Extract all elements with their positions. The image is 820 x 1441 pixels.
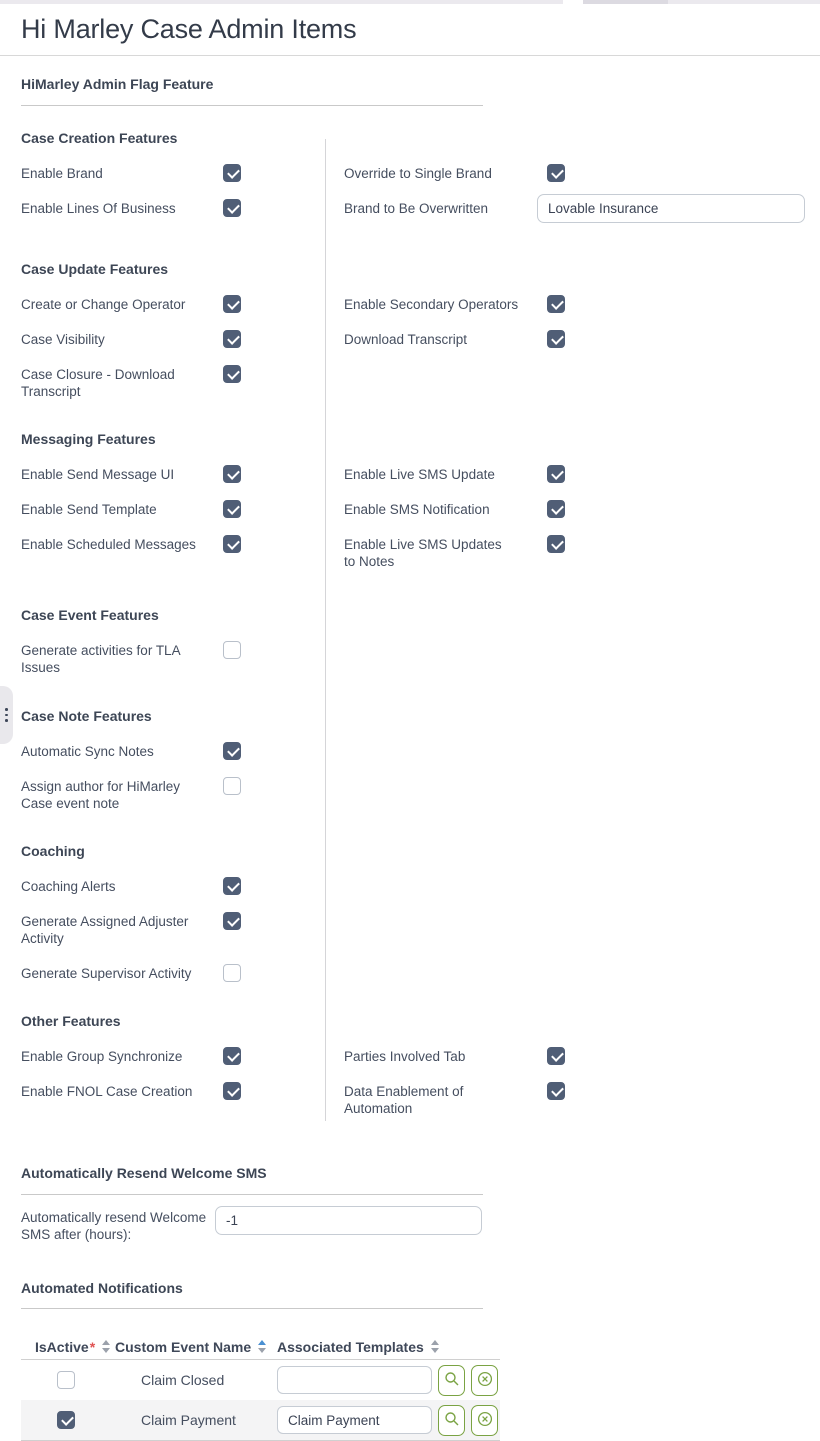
feature-row	[344, 466, 820, 483]
group-case-creation-features	[0, 130, 820, 241]
column-header-custom-event-name[interactable]	[115, 1339, 277, 1355]
column-label: IsActive	[35, 1338, 89, 1355]
feature-label: Coaching Alerts	[21, 879, 116, 894]
feature-groups	[0, 130, 820, 1135]
event-name-cell	[115, 1372, 277, 1388]
sort-icon[interactable]	[431, 1340, 439, 1353]
brand-to-be-overwritten-input[interactable]	[537, 194, 805, 223]
templates-cell	[277, 1405, 500, 1436]
checkbox-generate-supervisor-activity[interactable]	[223, 964, 241, 982]
group-coaching	[0, 843, 820, 1000]
feature-row	[21, 466, 325, 483]
checkbox-enable-group-synchronize[interactable]	[223, 1047, 241, 1065]
section-heading-automated-notifications: Automated Notifications	[21, 1280, 183, 1296]
feature-label: Assign author for HiMarley Case event note	[21, 779, 181, 811]
group-title: Other Features	[21, 1013, 121, 1029]
feature-row	[21, 778, 325, 812]
browser-chrome-gap	[563, 0, 583, 4]
resend-hours-input[interactable]	[215, 1206, 482, 1235]
column-header-associated-templates[interactable]	[277, 1339, 500, 1355]
feature-row	[21, 165, 325, 182]
browser-chrome-segment	[583, 0, 668, 4]
required-asterisk: *	[89, 1338, 96, 1355]
template-search-button[interactable]	[438, 1365, 465, 1396]
table-header-row	[21, 1334, 500, 1360]
checkbox-data-enablement-automation[interactable]	[547, 1082, 565, 1100]
feature-label: Enable FNOL Case Creation	[21, 1084, 193, 1099]
feature-row	[21, 331, 325, 348]
checkbox-override-to-single-brand[interactable]	[547, 164, 565, 182]
column-label: Custom Event Name	[115, 1338, 252, 1355]
event-name-cell	[115, 1412, 277, 1428]
feature-label: Case Visibility	[21, 332, 105, 347]
checkbox-enable-brand[interactable]	[223, 164, 241, 182]
page-title: Hi Marley Case Admin Items	[21, 14, 357, 44]
section-heading-resend-sms: Automatically Resend Welcome SMS	[21, 1165, 267, 1181]
feature-row	[21, 501, 325, 518]
feature-row	[21, 296, 325, 313]
template-search-button[interactable]	[438, 1405, 465, 1436]
checkbox-enable-live-sms-updates-to-notes[interactable]	[547, 535, 565, 553]
group-messaging-features	[0, 431, 820, 588]
feature-row	[21, 1048, 325, 1065]
checkbox-enable-send-template[interactable]	[223, 500, 241, 518]
feature-row	[21, 878, 325, 895]
isactive-cell	[21, 1371, 115, 1389]
checkbox-automatic-sync-notes[interactable]	[223, 742, 241, 760]
checkbox-case-closure-download-transcript[interactable]	[223, 365, 241, 383]
checkbox-enable-lines-of-business[interactable]	[223, 199, 241, 217]
group-title: Case Note Features	[21, 708, 152, 724]
feature-label: Generate Assigned Adjuster Activity	[21, 914, 189, 946]
checkbox-row-claim-payment-active[interactable]	[57, 1411, 75, 1429]
feature-label: Create or Change Operator	[21, 297, 186, 312]
checkbox-enable-secondary-operators[interactable]	[547, 295, 565, 313]
section-heading-flag-feature: HiMarley Admin Flag Feature	[21, 76, 214, 92]
event-name: Claim Payment	[141, 1412, 236, 1428]
group-case-event-features	[0, 607, 820, 694]
group-case-update-features	[0, 261, 820, 418]
group-case-note-features	[0, 708, 820, 830]
feature-label: Case Closure - Download Transcript	[21, 367, 175, 399]
feature-label: Data Enablement of Automation	[344, 1084, 464, 1116]
checkbox-enable-send-message-ui[interactable]	[223, 465, 241, 483]
group-title: Case Creation Features	[21, 130, 178, 146]
group-title: Case Update Features	[21, 261, 169, 277]
resend-row	[21, 1206, 820, 1243]
feature-label: Enable Send Template	[21, 502, 157, 517]
feature-row	[344, 1048, 820, 1065]
feature-row	[344, 165, 820, 182]
feature-row	[344, 536, 820, 570]
sort-icon[interactable]	[102, 1340, 110, 1353]
feature-row	[21, 536, 325, 553]
automated-notifications-table	[21, 1334, 500, 1441]
search-icon	[444, 1371, 460, 1390]
search-icon	[444, 1411, 460, 1430]
checkbox-assign-author-himarley-note[interactable]	[223, 777, 241, 795]
feature-label: Enable Lines Of Business	[21, 201, 176, 216]
feature-label: Generate activities for TLA Issues	[21, 643, 180, 675]
page-header	[0, 0, 820, 56]
checkbox-create-or-change-operator[interactable]	[223, 295, 241, 313]
checkbox-row-claim-closed-active[interactable]	[57, 1371, 75, 1389]
template-clear-button[interactable]	[471, 1365, 498, 1396]
checkbox-enable-live-sms-update[interactable]	[547, 465, 565, 483]
feature-row	[21, 965, 325, 982]
feature-row	[21, 743, 325, 760]
section-divider	[21, 1194, 483, 1195]
feature-label: Download Transcript	[344, 332, 468, 347]
checkbox-download-transcript[interactable]	[547, 330, 565, 348]
feature-row	[21, 200, 325, 217]
feature-label: Override to Single Brand	[344, 166, 492, 181]
feature-label: Enable Secondary Operators	[344, 297, 519, 312]
sort-icon[interactable]	[258, 1340, 266, 1353]
templates-cell	[277, 1365, 500, 1396]
feature-row	[21, 913, 325, 947]
isactive-cell	[21, 1411, 115, 1429]
column-label: Associated Templates	[277, 1338, 424, 1355]
feature-row	[21, 366, 325, 400]
table-row	[21, 1360, 500, 1400]
automated-notifications-section	[0, 1280, 820, 1441]
feature-row	[21, 1083, 325, 1100]
checkbox-case-visibility[interactable]	[223, 330, 241, 348]
feature-row	[344, 501, 820, 518]
feature-label: Enable Scheduled Messages	[21, 537, 196, 552]
feature-label: Automatic Sync Notes	[21, 744, 154, 759]
resend-label: Automatically resend Welcome SMS after (hours):	[21, 1210, 207, 1242]
flag-feature-section	[0, 76, 820, 106]
resend-welcome-sms-section	[0, 1165, 820, 1243]
circle-x-icon	[477, 1371, 493, 1390]
feature-row	[344, 200, 820, 223]
feature-row	[344, 296, 820, 313]
feature-row	[344, 1083, 820, 1117]
feature-label: Enable Live SMS Update	[344, 467, 495, 482]
checkbox-generate-activities-tla[interactable]	[223, 641, 241, 659]
template-clear-button[interactable]	[471, 1405, 498, 1436]
associated-template-input[interactable]	[277, 1366, 432, 1394]
feature-row	[344, 331, 820, 348]
feature-label: Enable Group Synchronize	[21, 1049, 183, 1064]
group-title: Case Event Features	[21, 607, 159, 623]
feature-label: Enable SMS Notification	[344, 502, 490, 517]
table-row	[21, 1400, 500, 1441]
group-title: Messaging Features	[21, 431, 156, 447]
checkbox-parties-involved-tab[interactable]	[547, 1047, 565, 1065]
checkbox-enable-scheduled-messages[interactable]	[223, 535, 241, 553]
event-name: Claim Closed	[141, 1372, 225, 1388]
feature-label: Generate Supervisor Activity	[21, 966, 192, 981]
feature-label: Parties Involved Tab	[344, 1049, 466, 1064]
checkbox-coaching-alerts[interactable]	[223, 877, 241, 895]
checkbox-enable-sms-notification[interactable]	[547, 500, 565, 518]
associated-template-input[interactable]	[277, 1406, 432, 1434]
checkbox-enable-fnol-case-creation[interactable]	[223, 1082, 241, 1100]
circle-x-icon	[477, 1411, 493, 1430]
feature-row	[21, 642, 325, 676]
feature-label: Brand to Be Overwritten	[344, 201, 489, 216]
feature-label: Enable Brand	[21, 166, 103, 181]
section-divider	[21, 105, 483, 106]
section-divider	[21, 1308, 483, 1309]
checkbox-generate-assigned-adjuster-activity[interactable]	[223, 912, 241, 930]
feature-label: Enable Send Message UI	[21, 467, 175, 482]
feature-label: Enable Live SMS Updates to Notes	[344, 537, 502, 569]
group-other-features	[0, 1013, 820, 1135]
column-header-isactive[interactable]	[21, 1339, 115, 1355]
browser-chrome-strip	[0, 0, 820, 4]
group-title: Coaching	[21, 843, 85, 859]
